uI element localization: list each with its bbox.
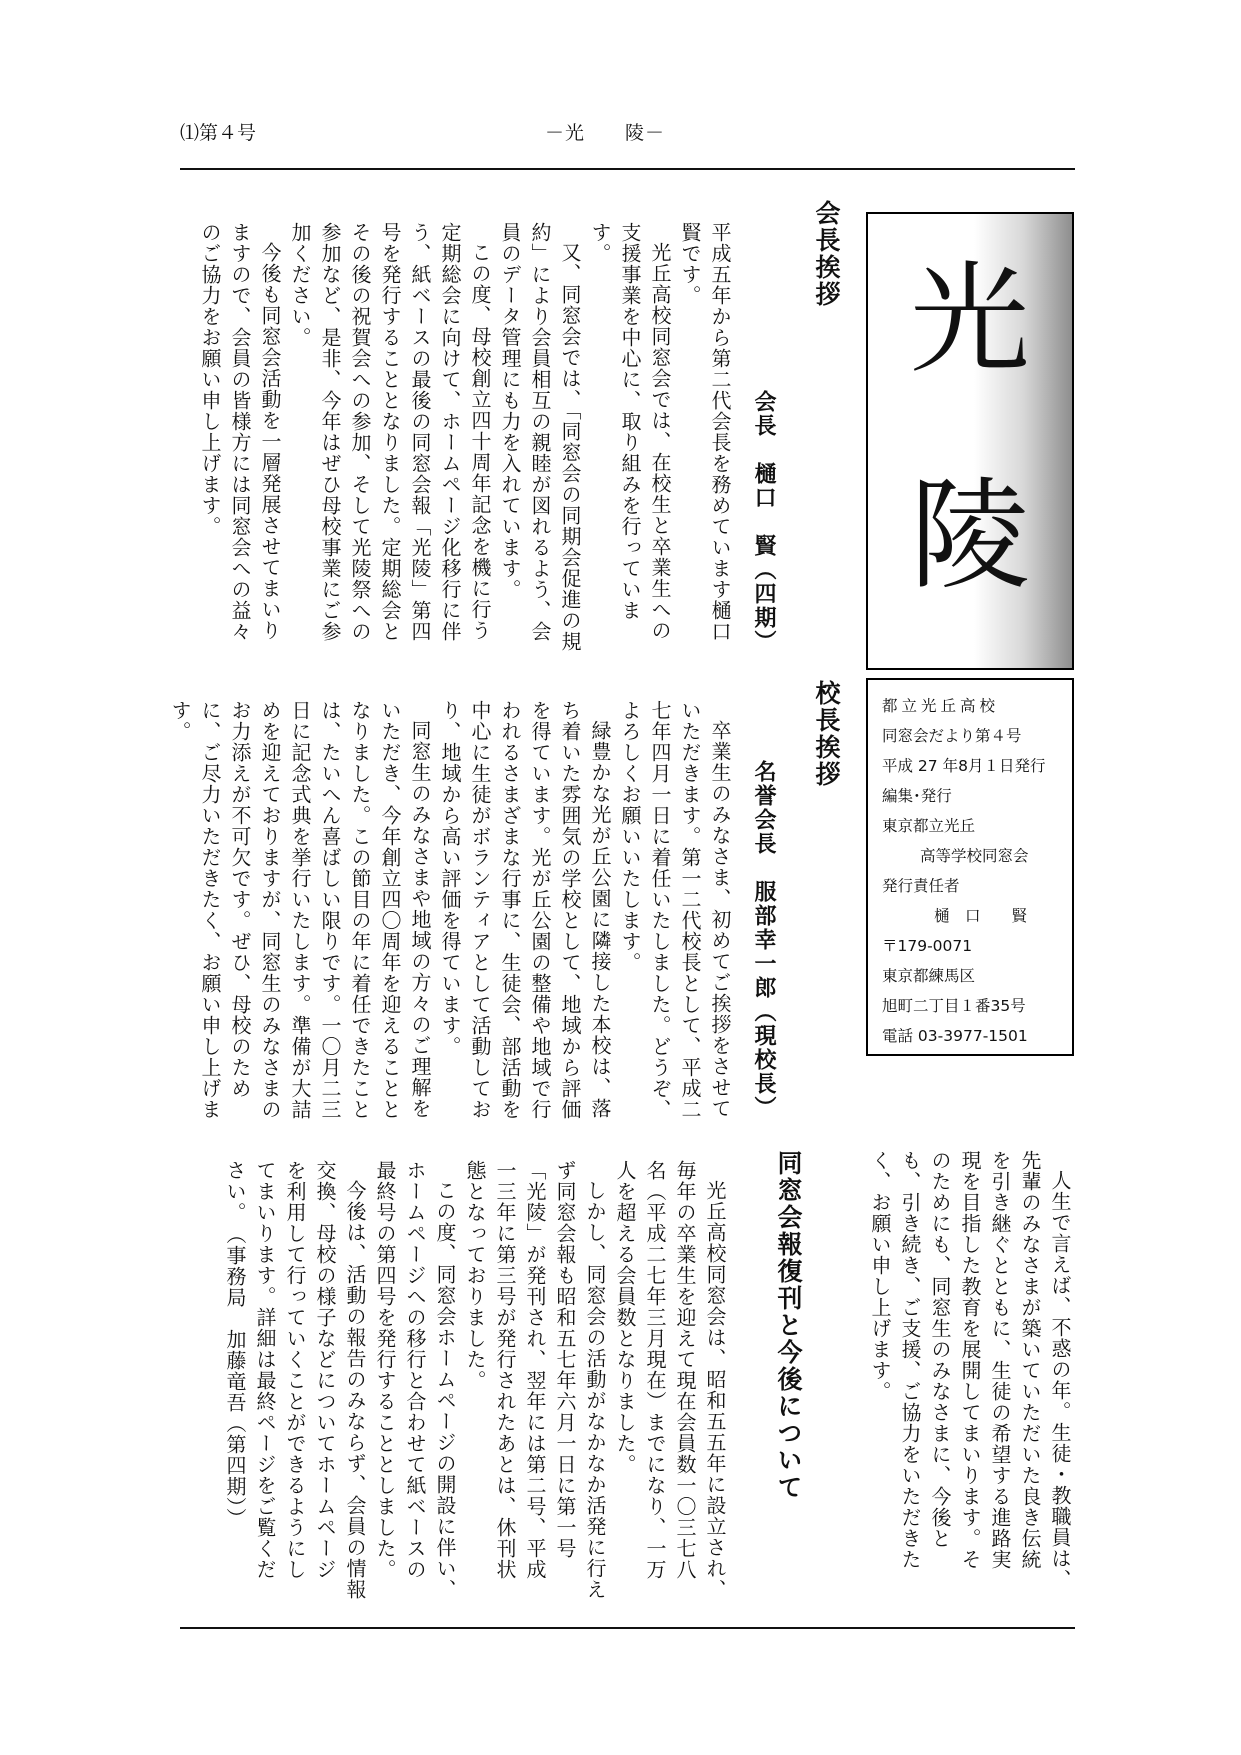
paragraph: 緑豊かな光が丘公園に隣接した本校は、落ち着いた雰囲気の学校として、地域から評価を得ています。光が丘公園の整備や地域で行われるさまざまな行事に、生徒会、部活動を中心に生徒がボランティアとして活動しており、地域から高い評価を得ています。 [438,700,612,1120]
info-line: 東京都練馬区 [882,967,976,985]
paragraph: 同窓生のみなさまや地域の方々のご理解をいただき、今年創立四〇周年を迎えることとなりました。この節目の年に着任できたことは、たいへん喜ばしい限りです。一〇月二三日に記念式典を挙行いたします。準備が大詰めを迎えておりますが、同窓生のみなさまのお力添えが不可欠です。ぜひ、母校のために、ご尽力いただきたく、お願い申し上げます。 [168,700,432,1120]
top-rule [180,168,1075,170]
revival-heading: 同窓会報復刊と今後について [774,1150,803,1501]
paragraph: 今後は、活動の報告のみならず、会員の情報交換、母校の様子などについてホームページを利用して行っていくことができるようにしてまいります。詳細は最終ページをご覧ください。 （事務局 加藤竜吾（第四期）） [223,1160,367,1600]
principal-text-continued [835,1150,1075,1590]
info-line: 〒179-0071 [882,937,973,955]
paragraph: 今後も同窓会活動を一層発展させてまいりますので、会員の皆様方には同窓会への益々のご協力をお願い申し上げます。 [198,222,282,642]
info-line: 電話 03-3977-1501 [882,1027,1028,1045]
bottom-rule [180,1627,1075,1629]
masthead-char-1: 光 [910,251,1030,390]
principal-text [168,700,735,1120]
masthead-char-2: 陵 [910,467,1030,606]
masthead [866,212,1074,670]
page-number: ⑴第４号 [180,122,257,144]
principal-byline: 名誉会長 服部幸一郎（現校長） [751,760,776,1120]
chairman-heading: 会長挨拶 [812,200,841,308]
paragraph: 卒業生のみなさま、初めてご挨拶をさせていただきます。第一二代校長として、平成二七年四月一日に着任いたしました。どうぞ、よろしくお願いいたします。 [618,700,732,1120]
paragraph: この度、母校創立四十周年記念を機に行う定期総会に向けて、ホームページ化移行に伴う、紙ベースの最後の同窓会報「光陵」第四号を発行することとなりました。定期総会とその後の祝賀会への参加、そして光陵祭への参加など、是非、今年はぜひ母校事業にご参加ください。 [288,222,492,642]
info-line: 発行責任者 [882,877,960,895]
paragraph: しかし、同窓会の活動がなかなか活発に行えず同窓会報も昭和五七年六月一日に第一号「光陵」が発刊され、翌年には第二号、平成一三年に第三号が発行されたあとは、休刊状態となっておりました。 [463,1160,607,1600]
paragraph: この度、同窓会ホームページの開設に伴い、ホームページへの移行と合わせて紙ベースの最終号の第四号を発行することとしました。 [373,1160,457,1600]
paragraph: 人生で言えば、不惑の年。生徒・教職員は、先輩のみなさまが築いていただいた良き伝統を引き継ぐとともに、生徒の希望する進路実現を目指した教育を展開してまいります。そのためにも、同窓生のみなさまに、今後とも、引き続き、ご支援、ご協力をいただきたく、お願い申し上げます。 [868,1150,1072,1590]
info-line: 樋 口 賢 [934,907,1028,925]
paragraph: 又、同窓会では、「同窓会の同期会促進の規約」により会員相互の親睦が図れるよう、会員のデータ管理にも力を入れています。 [498,222,582,652]
info-line: 同窓会だより第４号 [882,727,1022,745]
paragraph: 光丘高校同窓会は、昭和五五年に設立され、毎年の卒業生を迎えて現在会員数一〇三七八名（平成二七年三月現在）までになり、一万人を超える会員数となりました。 [613,1160,727,1600]
info-line: 高等学校同窓会 [920,847,1029,865]
info-line: 編集･発行 [882,787,952,805]
chairman-text [198,222,735,652]
chairman-byline: 会長 樋口 賢（四期） [751,390,776,654]
principal-heading: 校長挨拶 [812,680,841,788]
paragraph: 光丘高校同窓会では、在校生と卒業生への支援事業を中心に、取り組みを行っています。 [588,222,672,641]
running-title: －光 陵－ [545,122,666,144]
publication-info-box [866,678,1074,1056]
info-line: 東京都立光丘 [882,817,976,835]
info-line: 旭町二丁目１番35号 [882,997,1026,1015]
revival-text [180,1160,730,1600]
info-line: 平成 27 年8月１日発行 [882,757,1046,775]
paragraph: 平成五年から第二代会長を務めています樋口賢です。 [678,222,732,642]
info-line: 都立光丘高校 [882,697,1000,715]
